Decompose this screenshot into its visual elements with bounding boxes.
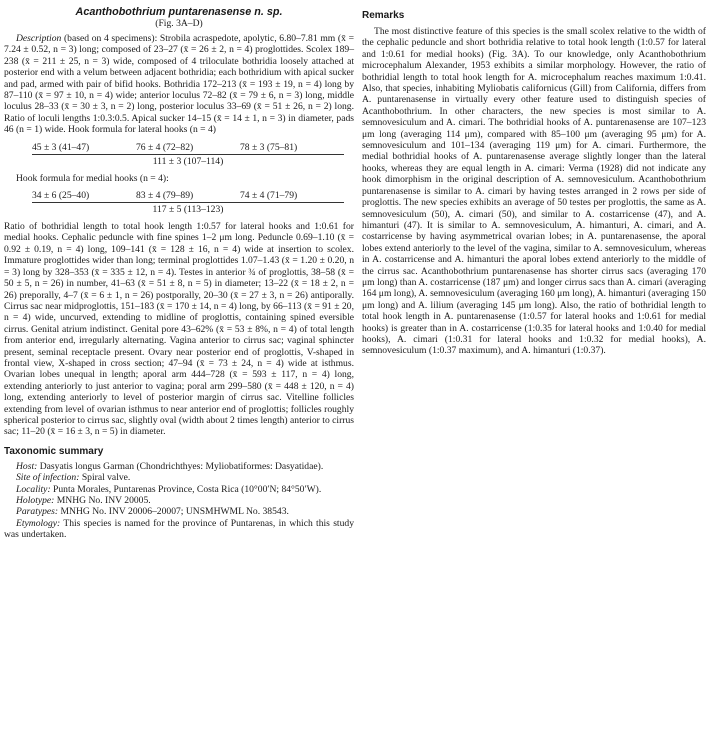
remarks-paragraph: The most distinctive feature of this species is the small scolex relative to the width of the cephalic peduncle and short bothridia relative to total hook length (1:0.57 for lateral and 1:0.61 for medial hooks) (Fig. 3A). To our knowledge, only Acanthobothrium microcephalum Alexander, 1953 exhibits a similar morphology. However, the ratio of bothridial length to total hook length for A. microcephalum reaches maximum 1:0.41. Also, that species, inhabiting Myliobatis californicus (Gill) from California, differs from A. puntarenasense in virtually every other feature used to distinguish species of Acanthobothrium. In other characters, the new species is most similar to A. semnovesiculum and A. cimari. The bothridial hooks of A. puntarenasense are 107–123 μm long (averaging 114 μm), compared with 85–100 μm (averaging 95 μm) for A. semnovesiculum and 101–134 (averaging 119 μm) for A. cimari. Furthermore, the medial bothridial hooks of A. puntarenasense average slightly longer than the lateral hooks, whereas they are equal length in A. cimari: Verma (1928) did not indicate any hook dimorphism in the original description of A. semnovesiculum. Acanthobothrium puntarenasense is similar to A. cimari by having testes arranged in 2 rows per side of proglottis. The new species exhibits an average of 50 testes per proglottis, the same as A. semnovesiculum (50), A. cimari (50), and similar to A. costarricense (47), and A. himanturi (47). It is similar to A. semnovesiculum, A. himanturi, A. cimari, and A. costarricense by having asymmetrical ovarian lobes; in A. puntarenasense, the aporal lobes extend anteriorly to the level of the vagina, similar to A. semnovesiculum, whereas in A. costarricense and A. himanturi the aporal lobes extend anteriorly to the middle of the cirrus sac. Acanthobothrium puntarenasense has shorter cirrus sacs (averaging 170 μm long) than A. costarricense (187 μm) and longer cirrus sacs than A. cimari (averaging 164 μm long), A. semnovesiculum (averaging 160 μm long), A. himanturi (averaging 150 μm long) and A. lilium (averaging 145 μm long). Also, the ratio of bothridial length to total hook length in A. puntarenasense (1:0.57 for lateral hooks and 1:0.61 for medial hooks) is greater than in A. costarricense (1:0.35 for lateral hooks and 1:0.40 for medial hooks), A. cimari (1:0.31 for lateral hooks and 1:0.32 for medial hooks), A. semnovesiculum (1:0.37 maximum), and A. himanturi (1:0.37). <box>362 26 706 357</box>
summary-text: MNHG No. INV 20006–20007; UNSMHWML No. 38543. <box>58 506 289 518</box>
medial-formula-a: 34 ± 6 (25–40) <box>32 190 90 202</box>
summary-item <box>4 472 354 483</box>
right-column <box>362 0 706 357</box>
lateral-hook-formula <box>4 142 354 167</box>
summary-item <box>4 518 354 541</box>
taxonomic-summary <box>4 461 354 541</box>
summary-text: This species is named for the province of Puntarenas, in which this study was undertaken. <box>4 517 354 541</box>
description-text-1: (based on 4 specimens): Strobila acraspedote, apolytic, 6.80–7.81 mm (x̄ = 7.24 ± 0.52, n = 3) long; composed of 23–27 (x̄ = 26 ± 2, n = 4) proglottides. Scolex 189–238 (x̄ = 211 ± 25, n = 3) wide, composed of 4 triloculate bothridia loosely attached at posterior end with a velum between adjacent bothridia; each bothridium with apical sucker and pad, armed with pair of bifid hooks. Bothridia 172–213 (x̄ = 193 ± 19, n = 4) long by 87–110 (x̄ = 97 ± 10, n = 4) wide; anterior loculus 72–82 (x̄ = 79 ± 6, n = 3) long, middle loculus 28–33 (x̄ = 30 ± 3, n = 2) long, posterior loculus 33–69 (x̄ = 51 ± 26, n = 2) long. Ratio of loculi lengths 1:0.3:0.5. Apical sucker 14–15 (x̄ = 14 ± 1, n = 3) in diameter, pads 46 (n = 1) wide. Hook formula for lateral hooks (n = 4) <box>4 33 354 136</box>
summary-label: Etymology: <box>16 517 61 529</box>
summary-label: Paratypes: <box>16 506 59 518</box>
description-paragraph <box>4 33 354 136</box>
formula-rule <box>32 154 344 155</box>
figure-reference: (Fig. 3A–D) <box>155 18 203 29</box>
medial-hook-formula <box>4 190 354 215</box>
summary-text: Punta Morales, Puntarenas Province, Costa Rica (10°00′N; 84°50′W). <box>50 483 322 495</box>
lateral-formula-total: 111 ± 3 (107–114) <box>152 155 224 167</box>
summary-label: Site of infection: <box>16 472 80 484</box>
medial-formula-label: Hook formula for medial hooks (n = 4): <box>16 172 169 184</box>
summary-label: Locality: <box>16 483 51 495</box>
medial-formula-b: 83 ± 4 (79–89) <box>136 190 194 202</box>
medial-formula-c: 74 ± 4 (71–79) <box>240 190 298 202</box>
formula-rule <box>32 202 344 203</box>
summary-text: Dasyatis longus Garman (Chondrichthyes: Myliobatiformes: Dasyatidae). <box>37 460 324 472</box>
summary-text: Spiral valve. <box>79 472 131 484</box>
summary-item <box>4 461 354 472</box>
summary-item <box>4 506 354 517</box>
summary-text: MNHG No. INV 20005. <box>54 495 151 506</box>
summary-label: Host: <box>16 460 38 472</box>
summary-label: Holotype: <box>16 495 55 506</box>
summary-item <box>4 484 354 495</box>
remarks-heading: Remarks <box>362 10 405 21</box>
lateral-formula-c: 78 ± 3 (75–81) <box>240 141 298 153</box>
lateral-formula-a: 45 ± 3 (41–47) <box>32 141 90 153</box>
left-column <box>4 0 354 541</box>
summary-item <box>4 495 354 506</box>
medial-formula-total: 117 ± 5 (113–123) <box>152 204 224 216</box>
taxonomic-summary-heading: Taxonomic summary <box>4 445 104 457</box>
description-label: Description <box>16 33 62 44</box>
description-text-2: Ratio of bothridial length to total hook length 1:0.57 for lateral hooks and 1:0.61 for medial hooks. Cephalic peduncle with fine spines 1–2 μm long. Peduncle 0.69–1.10 (x̄ = 0.92 ± 0.19, n = 4) long, 109–141 (x̄ = 128 ± 16, n = 4) wide at insertion to scolex. Immature proglottides wider than long; terminal proglottides 1.07–1.43 (x̄ = 1.20 ± 0.20, n = 3) long by 328–353 (x̄ = 335 ± 12, n = 4). Testes in anterior ¾ of proglottis, 38–58 (x̄ = 50 ± 5, n = 26) in number, 41–63 (x̄ = 51 ± 8, n = 5) in diameter; 13–22 (x̄ = 18 ± 2, n = 26) preporally, 4–7 (x̄ = 6 ± 1, n = 26) postporally, 20–30 (x̄ = 27 ± 3, n = 26) antiporally. Cirrus sac near midproglottis, 151–183 (x̄ = 170 ± 14, n = 4) long, by 66–113 (x̄ = 91 ± 20, n = 4) wide, uncurved, extending to midline of proglottis, containing spined eversible cirrus. Genital atrium indistinct. Genital pore 43–62% (x̄ = 53 ± 8%, n = 4) of total length from anterior end, irregularly alternating. Vagina anterior to cirrus sac; vaginal sphincter present, seminal receptacle present. Ovary near posterior end of proglottis, V-shaped in frontal view, X-shaped in cross section; 47–94 (x̄ = 73 ± 24, n = 4) wide at isthmus. Ovarian lobes unequal in length; aporal arm 444–728 (x̄ = 593 ± 117, n = 4) long, extending anteriorly to just anterior to vagina; poral arm 299–580 (x̄ = 448 ± 120, n = 4) long, extending anteriorly to level of posterior margin of cirrus sac. Vitelline follicles extending from level of ovarian isthmus to near anterior end of proglottis; follicles roughly spherical posterior to cirrus sac, slightly oval (width about 2 times length) anterior to cirrus sac; 11–20 (x̄ = 16 ± 3, n = 5) in diameter. <box>4 221 354 438</box>
lateral-formula-b: 76 ± 4 (72–82) <box>136 141 194 153</box>
species-title: Acanthobothrium puntarenasense n. sp. <box>75 6 283 18</box>
